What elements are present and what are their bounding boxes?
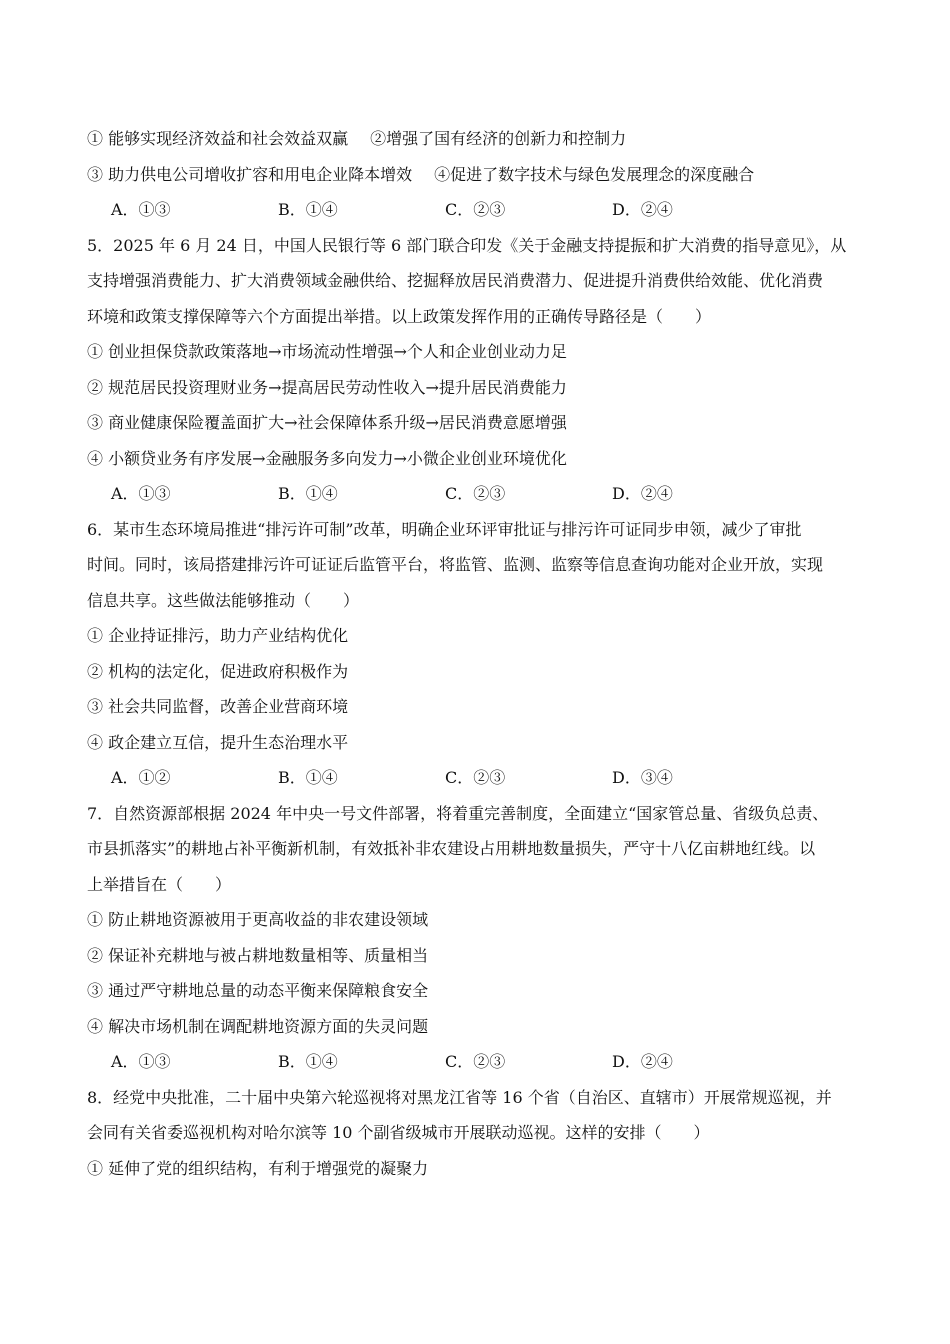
statement: ②增强了国有经济的创新力和控制力 (370, 129, 627, 148)
option-b: B．①④ (278, 484, 338, 503)
question-stem-line: 6．某市生态环境局推进“排污许可制”改革，明确企业环评审批证与排污许可证同步申领，减少了审批 (87, 519, 802, 539)
option-d: D．②④ (612, 1052, 673, 1071)
answer-options (87, 1044, 862, 1080)
option-c: C．②③ (445, 200, 506, 219)
question-stem-line: 支持增强消费能力、扩大消费领域金融供给、挖掘释放居民消费潜力、促进提升消费供给效能、优化消费 (87, 271, 824, 290)
statement: ④ 解决市场机制在调配耕地资源方面的失灵问题 (87, 1016, 429, 1036)
option-a: A．①③ (111, 484, 171, 503)
statement: ③ 商业健康保险覆盖面扩大→社会保障体系升级→居民消费意愿增强 (87, 413, 567, 432)
answer-options (87, 476, 862, 512)
exam-page (87, 121, 862, 1186)
option-a: A．①③ (111, 1052, 171, 1071)
answer-options (87, 192, 862, 228)
statement-row (87, 157, 862, 193)
question-stem-line: 信息共享。这些做法能够推动（ ） (87, 590, 360, 610)
question-stem-line: 上举措旨在（ ） (87, 874, 232, 894)
statement: ③ 社会共同监督，改善企业营商环境 (87, 697, 349, 716)
statement: ④促进了数字技术与绿色发展理念的深度融合 (434, 164, 755, 184)
answer-options (87, 760, 862, 796)
statement: ③ 助力供电公司增收扩容和用电企业降本增效 (87, 164, 413, 184)
statement: ① 创业担保贷款政策落地→市场流动性增强→个人和企业创业动力足 (87, 342, 567, 361)
statement: ② 机构的法定化，促进政府积极作为 (87, 661, 349, 681)
option-c: C．②③ (445, 484, 506, 503)
statement: ① 企业持证排污，助力产业结构优化 (87, 626, 349, 645)
option-c: C．②③ (445, 768, 506, 787)
statement: ② 规范居民投资理财业务→提高居民劳动性收入→提升居民消费能力 (87, 377, 567, 397)
statement: ② 保证补充耕地与被占耕地数量相等、质量相当 (87, 945, 429, 965)
question-stem-line: 环境和政策支撑保障等六个方面提出举措。以上政策发挥作用的正确传导路径是（ ） (87, 306, 712, 326)
statement: ① 能够实现经济效益和社会效益双赢 (87, 129, 349, 148)
statement: ④ 政企建立互信，提升生态治理水平 (87, 732, 349, 752)
question-stem-line: 会同有关省委巡视机构对哈尔滨等 10 个副省级城市开展联动巡视。这样的安排（ ） (87, 1123, 710, 1142)
question-stem-line: 7．自然资源部根据 2024 年中央一号文件部署，将着重完善制度，全面建立“国家管总量、省级负总责、 (87, 803, 829, 823)
statement-row (87, 121, 862, 157)
option-d: D．②④ (612, 484, 673, 503)
statement: ① 延伸了党的组织结构，有利于增强党的凝聚力 (87, 1158, 429, 1178)
option-a: A．①② (111, 768, 171, 787)
option-b: B．①④ (278, 200, 338, 219)
option-d: D．③④ (612, 768, 673, 787)
question-stem-line: 5．2025 年 6 月 24 日，中国人民银行等 6 部门联合印发《关于金融支持提振和扩大消费的指导意见》，从 (87, 235, 847, 255)
option-b: B．①④ (278, 1052, 338, 1071)
question-stem-line: 时间。同时，该局搭建排污许可证证后监管平台，将监管、监测、监察等信息查询功能对企业开放，实现 (87, 555, 824, 574)
statement: ① 防止耕地资源被用于更高收益的非农建设领域 (87, 910, 429, 929)
option-d: D．②④ (612, 200, 673, 219)
option-c: C．②③ (445, 1052, 506, 1071)
question-stem-line: 市县抓落实”的耕地占补平衡新机制，有效抵补非农建设占用耕地数量损失，严守十八亿亩耕地红线。以 (87, 839, 816, 858)
option-a: A．①③ (111, 200, 171, 219)
statement: ④ 小额贷业务有序发展→金融服务多向发力→小微企业创业环境优化 (87, 448, 567, 468)
statement: ③ 通过严守耕地总量的动态平衡来保障粮食安全 (87, 981, 429, 1000)
question-stem-line: 8．经党中央批准，二十届中央第六轮巡视将对黑龙江省等 16 个省（自治区、直辖市）开展常规巡视，并 (87, 1087, 832, 1107)
option-b: B．①④ (278, 768, 338, 787)
